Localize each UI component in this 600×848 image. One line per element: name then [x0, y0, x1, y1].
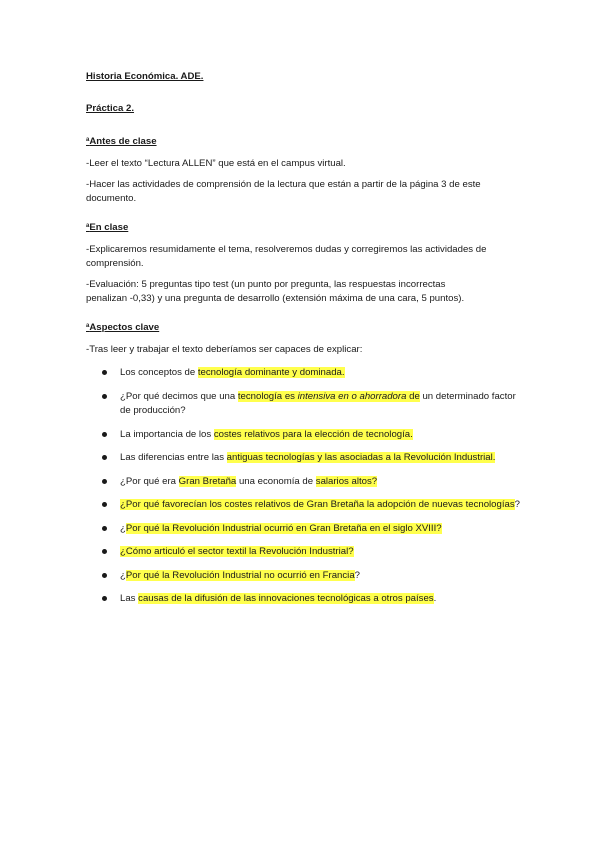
list-item: [86, 451, 516, 466]
bullet-icon: [102, 370, 107, 375]
list-item: [86, 498, 520, 513]
highlighted-text: Por qué la Revolución Industrial ocurrió en Gran Bretaña en el siglo XVIII?: [125, 522, 442, 534]
item-text: un determinado factor de producción?: [120, 390, 516, 416]
ordinal-marker: a: [86, 322, 90, 329]
section-label: En clase: [89, 221, 129, 233]
before-item-1: -Leer el texto “Lectura ALLEN” que está en el campus virtual.: [86, 158, 346, 169]
item-text: Las: [120, 593, 139, 604]
item-text: ¿Por qué decimos que una: [120, 390, 238, 402]
document-page: [86, 70, 520, 607]
bullet-icon: [102, 573, 107, 578]
item-text: Las diferencias entre las: [120, 452, 227, 463]
list-item: [86, 475, 516, 490]
item-text: ¿: [120, 569, 126, 581]
highlighted-italic-text: intensiva en o ahorradora: [297, 390, 407, 402]
list-item: [86, 390, 520, 419]
item-text: La importancia de los: [120, 428, 214, 440]
item-text: una economía de: [236, 475, 316, 487]
highlighted-text: costes relativos para la elección de tecnología.: [213, 428, 413, 440]
bullet-icon: [102, 526, 107, 531]
bullet-icon: [102, 479, 107, 484]
highlighted-text: ¿Por qué favorecían los costes relativos de Gran Bretaña la adopción de nuevas tecnologías: [120, 499, 515, 510]
inclass-item-1: -Explicaremos resumidamente el tema, resolveremos dudas y corregiremos las actividades de comprensión.: [86, 243, 487, 269]
item-text: .: [433, 593, 437, 604]
section-heading-before: [86, 133, 516, 149]
bullet-icon: [102, 502, 107, 507]
list-item: [86, 569, 516, 584]
highlighted-text: Gran Bretaña: [178, 475, 237, 487]
bullet-icon: [102, 549, 107, 554]
section-label: Aspectos clave: [89, 321, 160, 333]
item-text: Los conceptos de: [120, 367, 198, 378]
before-item-2: -Hacer las actividades de comprensión de la lectura que están a partir de la página 3 de este documento.: [86, 178, 481, 204]
list-item: [86, 522, 516, 537]
highlighted-text: tecnología dominante y dominada.: [197, 367, 345, 378]
item-text: ¿Por qué era: [120, 475, 179, 487]
highlighted-text: causas de la difusión de las innovaciones tecnológicas a otros países: [138, 593, 434, 604]
highlighted-text: Por qué la Revolución Industrial no ocurrió en Francia: [125, 569, 355, 581]
item-text: ¿: [120, 522, 126, 534]
bullet-icon: [102, 455, 107, 460]
highlighted-text: ¿Cómo articuló el sector textil la Revolución Industrial?: [120, 546, 354, 557]
bullet-icon: [102, 432, 107, 437]
highlighted-text: salarios altos?: [315, 475, 378, 487]
inclass-item-2: -Evaluación: 5 preguntas tipo test (un punto por pregunta, las respuestas incorrectas penalizan -0,33) y una pregunta de desarrollo (extensión máxima de una cara, 5 puntos).: [86, 278, 465, 304]
list-item: [86, 428, 516, 443]
keys-intro: -Tras leer y trabajar el texto deberíamos ser capaces de explicar:: [86, 343, 363, 355]
document-title: Historia Económica. ADE.: [86, 71, 204, 82]
ordinal-marker: a: [86, 137, 90, 143]
bullet-icon: [102, 394, 107, 399]
highlighted-text: de: [406, 390, 420, 402]
ordinal-marker: a: [86, 222, 90, 229]
section-heading-keys: [86, 319, 516, 335]
list-item: [86, 545, 516, 560]
practice-title: Práctica 2.: [86, 103, 135, 114]
key-points-list: [86, 366, 520, 607]
item-text: ?: [514, 499, 520, 510]
list-item: [86, 592, 516, 607]
bullet-icon: [102, 596, 107, 601]
list-item: [86, 366, 516, 381]
highlighted-text: tecnología es: [237, 390, 298, 402]
highlighted-text: antiguas tecnologías y las asociadas a la Revolución Industrial.: [226, 452, 496, 463]
section-heading-inclass: [86, 219, 516, 235]
section-label: Antes de clase: [89, 136, 157, 147]
item-text: ?: [354, 569, 360, 581]
